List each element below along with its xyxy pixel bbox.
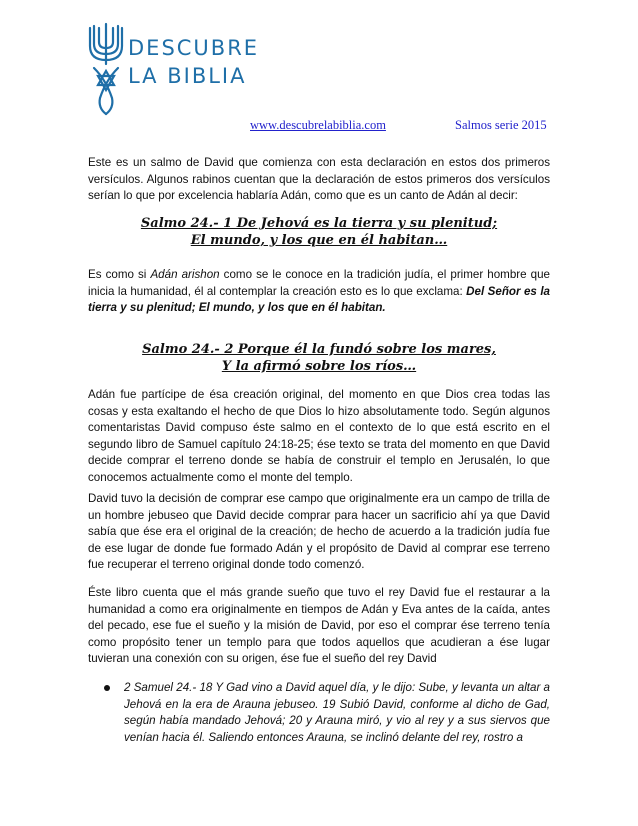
menorah-fish-icon <box>88 20 124 116</box>
verse-psalm-24-2 <box>88 341 550 375</box>
quote-emphasis: Del Señor es la tierra y su plenitud; El mundo, y los que en él habitan. <box>88 284 550 315</box>
paragraph-adan <box>88 267 550 317</box>
site-link[interactable]: www.descubrelabiblia.com <box>250 118 386 132</box>
logo-line-1: DESCUBRE <box>128 36 260 60</box>
verse-line: El mundo, y los que en él habitan… <box>190 233 448 248</box>
logo <box>88 20 260 120</box>
verse-line: Salmo 24.- 2 Porque él la fundó sobre los mares, <box>142 342 496 357</box>
logo-wordmark <box>128 34 259 90</box>
text-run: como se le conoce en la tradición judía, el primer hombre que inicia la humanidad, él al contemplar la creación esto es lo que exclama: <box>88 268 551 298</box>
italic-term: Adán arishon <box>150 268 220 281</box>
paragraph-purchase: David tuvo la decisión de comprar ese campo que originalmente era un campo de trilla de un hombre jebuseo que David decide comprar para hacer un sacrificio ahí ya que David sabía que ése era el original de la creación; de hecho de acuerdo a la tradición judía fue de ese lugar de donde fue formado Adán y el propósito de David al comprar ese terreno fue recuperar el terreno original donde todo comenzó. <box>88 492 550 572</box>
verse-psalm-24-1 <box>88 215 550 249</box>
series-label: Salmos serie 2015 <box>455 118 547 132</box>
bullet-text: 2 Samuel 24.- 18 Y Gad vino a David aquel día, y le dijo: Sube, y levanta un altar a Jehová en la era de Arauna jebuseo. 19 Subió David, conforme al dicho de Gad, según había mandado Jehová; 20 y Arauna miró, y vio al rey y a sus siervos que venían hacia él. Saliendo entonces Arauna, se inclinó delante del rey, rostro a <box>124 681 550 744</box>
verse-line: Salmo 24.- 1 De Jehová es la tierra y su plenitud; <box>140 216 498 231</box>
list-item <box>104 680 550 746</box>
verse-line: Y la afirmó sobre los ríos… <box>221 359 417 374</box>
logo-line-2: LA BIBLIA <box>128 64 247 88</box>
paragraph-intro: Este es un salmo de David que comienza con esta declaración en estos dos primeros versículos. Algunos rabinos cuentan que la declaración de estos primeros dos versículos serían lo que por excelencia hablaría Adán, como que es un canto de Adán al decir: <box>88 156 550 203</box>
bullet-icon <box>104 685 110 691</box>
paragraph-dream: Éste libro cuenta que el más grande sueño que tuvo el rey David fue el restaurar a la humanidad a como era originalmente en tiempos de Adán y Eva antes de la caída, antes del pecado, ese fue el sueño y la misión de David, por eso el comprar ése terreno tenía como propósito tener un templo para que todos aquellos que acudieran a ése lugar tuvieran una conexión con su origen, ése fue el sueño del rey David <box>88 586 550 666</box>
paragraph-creation: Adán fue partícipe de ésa creación original, del momento en que Dios crea todas las cosas y esta exaltando el hecho de que Dios lo hizo absolutamente todo. Según algunos comentaristas David compuso éste salmo en el contexto de lo que está escrito en el segundo libro de Samuel capítulo 24:18-25; ése texto se trata del momento en que David decide comprar el terreno donde se había de construir el templo en Jerusalén, lo que conocemos actualmente como el monte del templo. <box>88 388 550 484</box>
text-run: Es como si <box>88 268 151 281</box>
